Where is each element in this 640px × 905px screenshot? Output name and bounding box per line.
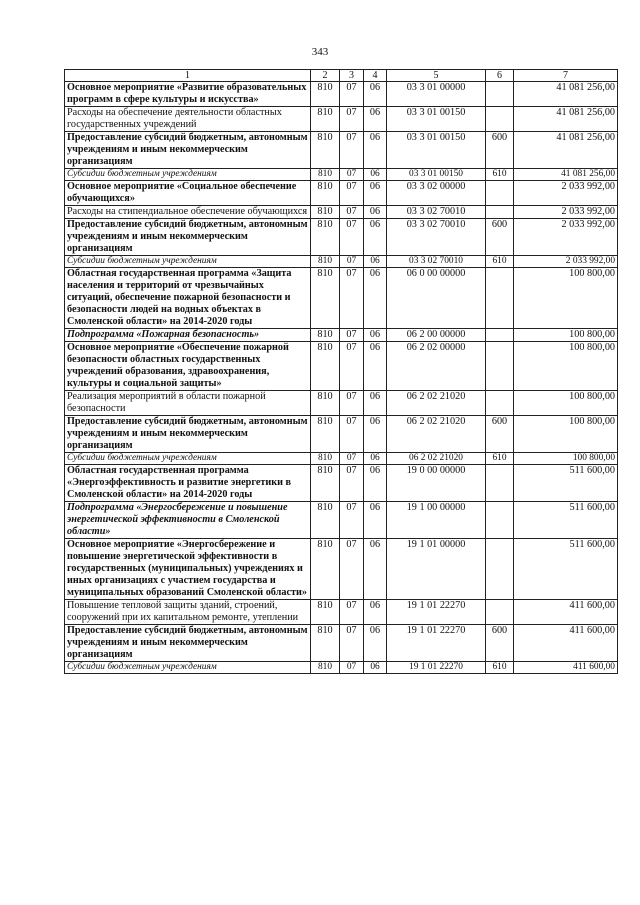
table-row (65, 206, 618, 219)
cell-vr (486, 82, 514, 107)
table-row (65, 268, 618, 329)
cell-name: Предоставление субсидий бюджетным, автономным учреждениям и иным некоммерческим организациям (65, 416, 311, 453)
cell-pr: 06 (364, 416, 387, 453)
cell-csr: 03 3 02 70010 (387, 219, 486, 256)
cell-name: Областная государственная программа «Защита населения и территорий от чрезвычайных ситуаций, обеспечение пожарной безопасности и безопасности людей на водных объектах в Смоленской области» на 2014-2020 годы (65, 268, 311, 329)
cell-name: Расходы на обеспечение деятельности областных государственных учреждений (65, 107, 311, 132)
cell-sum: 100 800,00 (514, 453, 618, 465)
cell-vr: 610 (486, 256, 514, 268)
cell-gr: 810 (311, 268, 340, 329)
cell-name: Субсидии бюджетным учреждениям (65, 256, 311, 268)
cell-pr: 06 (364, 132, 387, 169)
cell-pr: 06 (364, 206, 387, 219)
table-row (65, 465, 618, 502)
cell-rz: 07 (340, 256, 364, 268)
cell-rz: 07 (340, 416, 364, 453)
cell-name: Реализация мероприятий в области пожарной безопасности (65, 391, 311, 416)
cell-sum: 2 033 992,00 (514, 206, 618, 219)
cell-csr: 19 1 00 00000 (387, 502, 486, 539)
cell-gr: 810 (311, 219, 340, 256)
cell-name: Основное мероприятие «Развитие образовательных программ в сфере культуры и искусства» (65, 82, 311, 107)
cell-rz: 07 (340, 132, 364, 169)
cell-name: Основное мероприятие «Обеспечение пожарной безопасности областных государственных учреждений образования, здравоохранения, культуры и социальной защиты» (65, 342, 311, 391)
budget-table-body (65, 82, 618, 674)
cell-name: Расходы на стипендиальное обеспечение обучающихся (65, 206, 311, 219)
cell-csr: 03 3 02 70010 (387, 256, 486, 268)
cell-pr: 06 (364, 181, 387, 206)
cell-pr: 06 (364, 662, 387, 674)
cell-pr: 06 (364, 453, 387, 465)
cell-pr: 06 (364, 465, 387, 502)
header-col-vr: 6 (486, 70, 514, 82)
page-number: 343 (311, 46, 329, 58)
cell-csr: 06 0 00 00000 (387, 268, 486, 329)
cell-csr: 03 3 01 00150 (387, 132, 486, 169)
cell-pr: 06 (364, 256, 387, 268)
header-row (65, 70, 618, 82)
cell-csr: 03 3 02 70010 (387, 206, 486, 219)
cell-csr: 06 2 02 21020 (387, 416, 486, 453)
cell-vr: 610 (486, 169, 514, 181)
cell-csr: 19 1 01 22270 (387, 625, 486, 662)
cell-gr: 810 (311, 539, 340, 600)
header-col-pr: 4 (364, 70, 387, 82)
table-row (65, 329, 618, 342)
cell-vr (486, 342, 514, 391)
table-row (65, 539, 618, 600)
cell-vr (486, 391, 514, 416)
cell-vr (486, 465, 514, 502)
cell-vr (486, 329, 514, 342)
cell-sum: 411 600,00 (514, 662, 618, 674)
cell-gr: 810 (311, 132, 340, 169)
cell-sum: 2 033 992,00 (514, 256, 618, 268)
cell-pr: 06 (364, 329, 387, 342)
cell-gr: 810 (311, 169, 340, 181)
cell-gr: 810 (311, 416, 340, 453)
table-row (65, 502, 618, 539)
cell-name: Повышение тепловой защиты зданий, строений, сооружений при их капитальном ремонте, утеплении (65, 600, 311, 625)
cell-sum: 100 800,00 (514, 391, 618, 416)
cell-vr (486, 600, 514, 625)
cell-gr: 810 (311, 453, 340, 465)
table-row (65, 169, 618, 181)
table-row (65, 453, 618, 465)
header-col-gr: 2 (311, 70, 340, 82)
cell-sum: 511 600,00 (514, 465, 618, 502)
cell-sum: 100 800,00 (514, 342, 618, 391)
cell-rz: 07 (340, 539, 364, 600)
cell-gr: 810 (311, 502, 340, 539)
cell-rz: 07 (340, 107, 364, 132)
cell-rz: 07 (340, 206, 364, 219)
cell-sum: 100 800,00 (514, 329, 618, 342)
table-row (65, 256, 618, 268)
cell-sum: 41 081 256,00 (514, 169, 618, 181)
cell-csr: 03 3 01 00000 (387, 82, 486, 107)
cell-name: Областная государственная программа «Энергоэффективность и развитие энергетики в Смоленской области» на 2014-2020 годы (65, 465, 311, 502)
cell-rz: 07 (340, 600, 364, 625)
table-row (65, 662, 618, 674)
cell-sum: 41 081 256,00 (514, 82, 618, 107)
cell-vr (486, 107, 514, 132)
table-row (65, 625, 618, 662)
cell-sum: 511 600,00 (514, 539, 618, 600)
cell-rz: 07 (340, 169, 364, 181)
cell-sum: 2 033 992,00 (514, 219, 618, 256)
cell-sum: 100 800,00 (514, 416, 618, 453)
table-row (65, 82, 618, 107)
cell-pr: 06 (364, 391, 387, 416)
cell-sum: 411 600,00 (514, 600, 618, 625)
cell-rz: 07 (340, 502, 364, 539)
table-row (65, 600, 618, 625)
cell-rz: 07 (340, 82, 364, 107)
cell-gr: 810 (311, 82, 340, 107)
cell-sum: 511 600,00 (514, 502, 618, 539)
table-row (65, 391, 618, 416)
cell-pr: 06 (364, 502, 387, 539)
cell-vr: 600 (486, 219, 514, 256)
header-col-csr: 5 (387, 70, 486, 82)
cell-csr: 19 0 00 00000 (387, 465, 486, 502)
table-row (65, 219, 618, 256)
cell-gr: 810 (311, 625, 340, 662)
cell-gr: 810 (311, 329, 340, 342)
cell-csr: 19 1 01 22270 (387, 662, 486, 674)
table-row (65, 342, 618, 391)
cell-csr: 06 2 02 21020 (387, 391, 486, 416)
cell-vr (486, 268, 514, 329)
cell-gr: 810 (311, 256, 340, 268)
header-col-rz: 3 (340, 70, 364, 82)
cell-rz: 07 (340, 391, 364, 416)
cell-csr: 19 1 01 00000 (387, 539, 486, 600)
cell-gr: 810 (311, 465, 340, 502)
cell-rz: 07 (340, 268, 364, 329)
cell-name: Подпрограмма «Энергосбережение и повышение энергетической эффективности в Смоленской области» (65, 502, 311, 539)
cell-csr: 06 2 02 21020 (387, 453, 486, 465)
table-row (65, 132, 618, 169)
cell-pr: 06 (364, 169, 387, 181)
cell-pr: 06 (364, 107, 387, 132)
cell-rz: 07 (340, 181, 364, 206)
cell-vr (486, 206, 514, 219)
cell-name: Субсидии бюджетным учреждениям (65, 169, 311, 181)
cell-name: Субсидии бюджетным учреждениям (65, 453, 311, 465)
cell-csr: 03 3 02 00000 (387, 181, 486, 206)
cell-pr: 06 (364, 342, 387, 391)
cell-gr: 810 (311, 107, 340, 132)
cell-csr: 19 1 01 22270 (387, 600, 486, 625)
header-col-sum: 7 (514, 70, 618, 82)
cell-pr: 06 (364, 219, 387, 256)
cell-pr: 06 (364, 82, 387, 107)
cell-vr: 610 (486, 662, 514, 674)
cell-rz: 07 (340, 662, 364, 674)
cell-sum: 100 800,00 (514, 268, 618, 329)
cell-rz: 07 (340, 465, 364, 502)
cell-gr: 810 (311, 206, 340, 219)
table-row (65, 181, 618, 206)
header-col-name: 1 (65, 70, 311, 82)
cell-name: Подпрограмма «Пожарная безопасность» (65, 329, 311, 342)
cell-name: Предоставление субсидий бюджетным, автономным учреждениям и иным некоммерческим организациям (65, 219, 311, 256)
cell-name: Субсидии бюджетным учреждениям (65, 662, 311, 674)
cell-gr: 810 (311, 600, 340, 625)
cell-pr: 06 (364, 625, 387, 662)
cell-vr: 600 (486, 416, 514, 453)
cell-rz: 07 (340, 329, 364, 342)
cell-gr: 810 (311, 662, 340, 674)
cell-rz: 07 (340, 625, 364, 662)
cell-csr: 03 3 01 00150 (387, 169, 486, 181)
cell-csr: 06 2 02 00000 (387, 342, 486, 391)
cell-sum: 41 081 256,00 (514, 132, 618, 169)
cell-sum: 41 081 256,00 (514, 107, 618, 132)
cell-pr: 06 (364, 600, 387, 625)
budget-table (64, 69, 618, 674)
cell-sum: 411 600,00 (514, 625, 618, 662)
cell-rz: 07 (340, 453, 364, 465)
cell-name: Предоставление субсидий бюджетным, автономным учреждениям и иным некоммерческим организациям (65, 625, 311, 662)
table-row (65, 416, 618, 453)
cell-gr: 810 (311, 342, 340, 391)
cell-csr: 03 3 01 00150 (387, 107, 486, 132)
cell-vr (486, 502, 514, 539)
cell-sum: 2 033 992,00 (514, 181, 618, 206)
cell-name: Основное мероприятие «Энергосбережение и повышение энергетической эффективности в государственных (муниципальных) учреждениях и иных организациях с участием государства и муниципальных образований Смоленской области» (65, 539, 311, 600)
cell-vr: 600 (486, 625, 514, 662)
cell-gr: 810 (311, 181, 340, 206)
cell-pr: 06 (364, 268, 387, 329)
cell-vr: 600 (486, 132, 514, 169)
cell-name: Основное мероприятие «Социальное обеспечение обучающихся» (65, 181, 311, 206)
cell-vr (486, 539, 514, 600)
cell-vr: 610 (486, 453, 514, 465)
cell-pr: 06 (364, 539, 387, 600)
table-row (65, 107, 618, 132)
cell-rz: 07 (340, 342, 364, 391)
cell-rz: 07 (340, 219, 364, 256)
cell-name: Предоставление субсидий бюджетным, автономным учреждениям и иным некоммерческим организациям (65, 132, 311, 169)
cell-gr: 810 (311, 391, 340, 416)
cell-csr: 06 2 00 00000 (387, 329, 486, 342)
cell-vr (486, 181, 514, 206)
